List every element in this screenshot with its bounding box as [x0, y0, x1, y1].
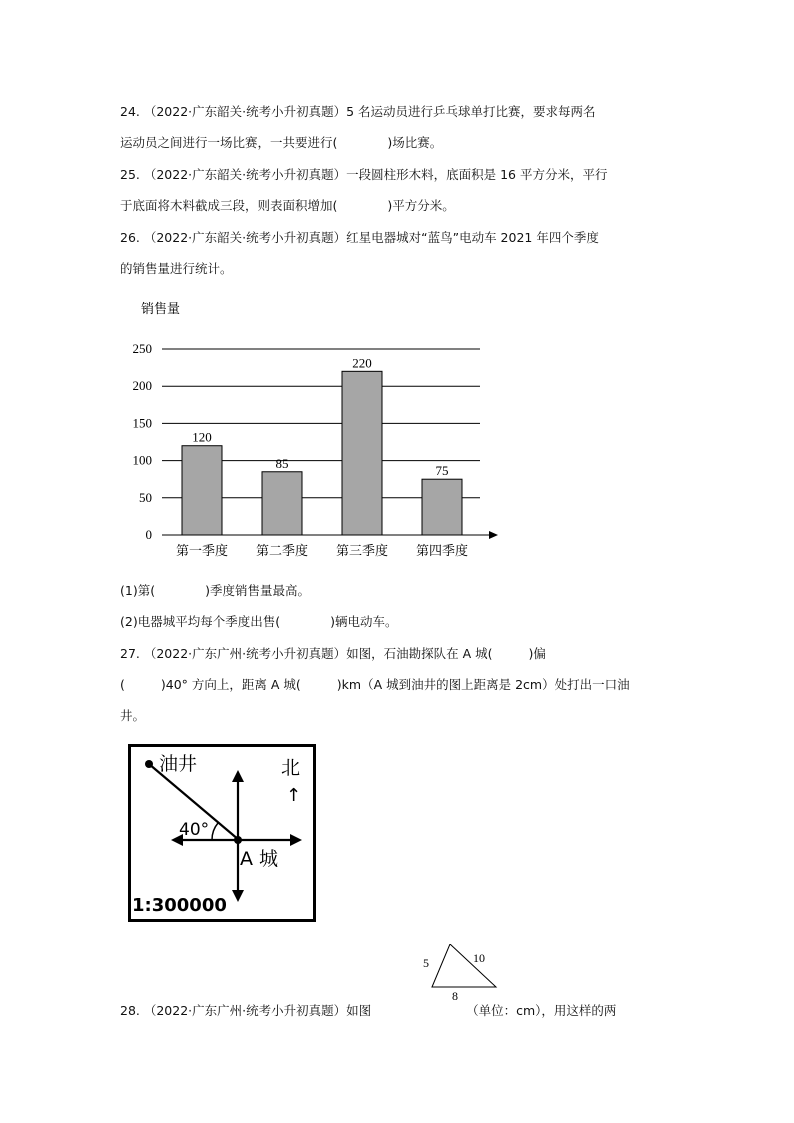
q26-sub2	[120, 614, 397, 630]
q25-line2	[120, 198, 455, 214]
y-tick-label: 0	[145, 527, 152, 542]
q27-line2	[120, 677, 630, 693]
q26-line1: 26. （2022·广东韶关·统考小升初真题）红星电器城对“蓝鸟”电动车 2021 年四个季度	[120, 230, 599, 245]
q24-text-b: )场比赛。	[387, 135, 443, 150]
bar	[182, 446, 222, 535]
q28-text-a: 28. （2022·广东广州·统考小升初真题）如图	[120, 1003, 372, 1018]
q28-line1	[120, 1003, 616, 1019]
y-tick-label: 150	[132, 415, 152, 431]
chart-data-labels	[192, 355, 448, 478]
q27-line1	[120, 646, 546, 662]
chart-bars	[182, 371, 462, 535]
q27-text-d: )40° 方向上，距离 A 城(	[160, 677, 301, 692]
triangle-side-right: 10	[473, 951, 485, 965]
y-tick-label: 200	[132, 378, 152, 394]
bar-data-label: 220	[352, 355, 372, 371]
x-axis-arrow	[489, 531, 498, 539]
q26-line2: 的销售量进行统计。	[120, 261, 233, 276]
q24-line2	[120, 135, 442, 151]
q27-text-e: )km（A 城到油井的图上距离是 2cm）处打出一口油	[336, 677, 630, 692]
chart-x-categories	[176, 543, 468, 559]
city-a-label: A 城	[240, 848, 279, 870]
bar	[422, 479, 462, 535]
q24-text-a: 运动员之间进行一场比赛，一共要进行(	[120, 135, 338, 150]
q26-sub2-text-b: )辆电动车。	[330, 614, 398, 629]
north-label: 北	[281, 757, 301, 779]
triangle-figure	[418, 944, 508, 1004]
sales-bar-chart	[128, 298, 508, 566]
direction-map-figure	[128, 744, 316, 922]
oil-well-label: 油井	[159, 753, 198, 775]
triangle-side-left: 5	[423, 956, 429, 970]
q25-text-a: 于底面将木料截成三段，则表面积增加(	[120, 198, 338, 213]
q26-sub1-text-b: )季度销售量最高。	[205, 583, 310, 598]
x-category-label: 第一季度	[175, 544, 229, 559]
bar	[342, 371, 382, 535]
q25-line1: 25. （2022·广东韶关·统考小升初真题）一段圆柱形木料，底面积是 16 平方分米，平行	[120, 167, 608, 182]
q27-line3: 井。	[120, 708, 146, 723]
q26-sub1	[120, 583, 310, 599]
q25-text-b: )平方分米。	[387, 198, 455, 213]
x-category-label: 第三季度	[335, 544, 389, 559]
q28-text-b: （单位：cm），用这样的两	[466, 1003, 617, 1018]
city-a-dot	[234, 836, 242, 844]
triangle-side-bottom: 8	[452, 989, 458, 1003]
angle-label: 40°	[179, 820, 210, 840]
q24-line1: 24. （2022·广东韶关·统考小升初真题）5 名运动员进行乒乓球单打比赛，要求每两名	[120, 104, 596, 119]
x-category-label: 第四季度	[415, 544, 469, 559]
y-tick-label: 50	[139, 489, 152, 505]
q27-text-a: 27. （2022·广东广州·统考小升初真题）如图，石油勘探队在 A 城(	[120, 646, 493, 661]
x-category-label: 第二季度	[255, 544, 309, 559]
y-tick-label: 250	[132, 341, 152, 356]
q27-text-b: )偏	[528, 646, 546, 661]
scale-label: 1:300000	[132, 895, 227, 916]
chart-y-ticks	[133, 341, 153, 542]
q26-sub2-text-a: (2)电器城平均每个季度出售(	[120, 614, 281, 629]
bar	[262, 472, 302, 535]
y-tick-label: 100	[132, 452, 152, 468]
q27-text-c: (	[120, 677, 125, 692]
triangle-shape	[432, 944, 496, 987]
north-arrow-icon: ↑	[286, 785, 302, 806]
bar-data-label: 75	[435, 463, 449, 479]
bar-data-label: 85	[275, 455, 289, 471]
y-axis-label: 销售量	[141, 302, 181, 317]
q26-sub1-text-a: (1)第(	[120, 583, 156, 598]
bar-data-label: 120	[192, 429, 212, 445]
